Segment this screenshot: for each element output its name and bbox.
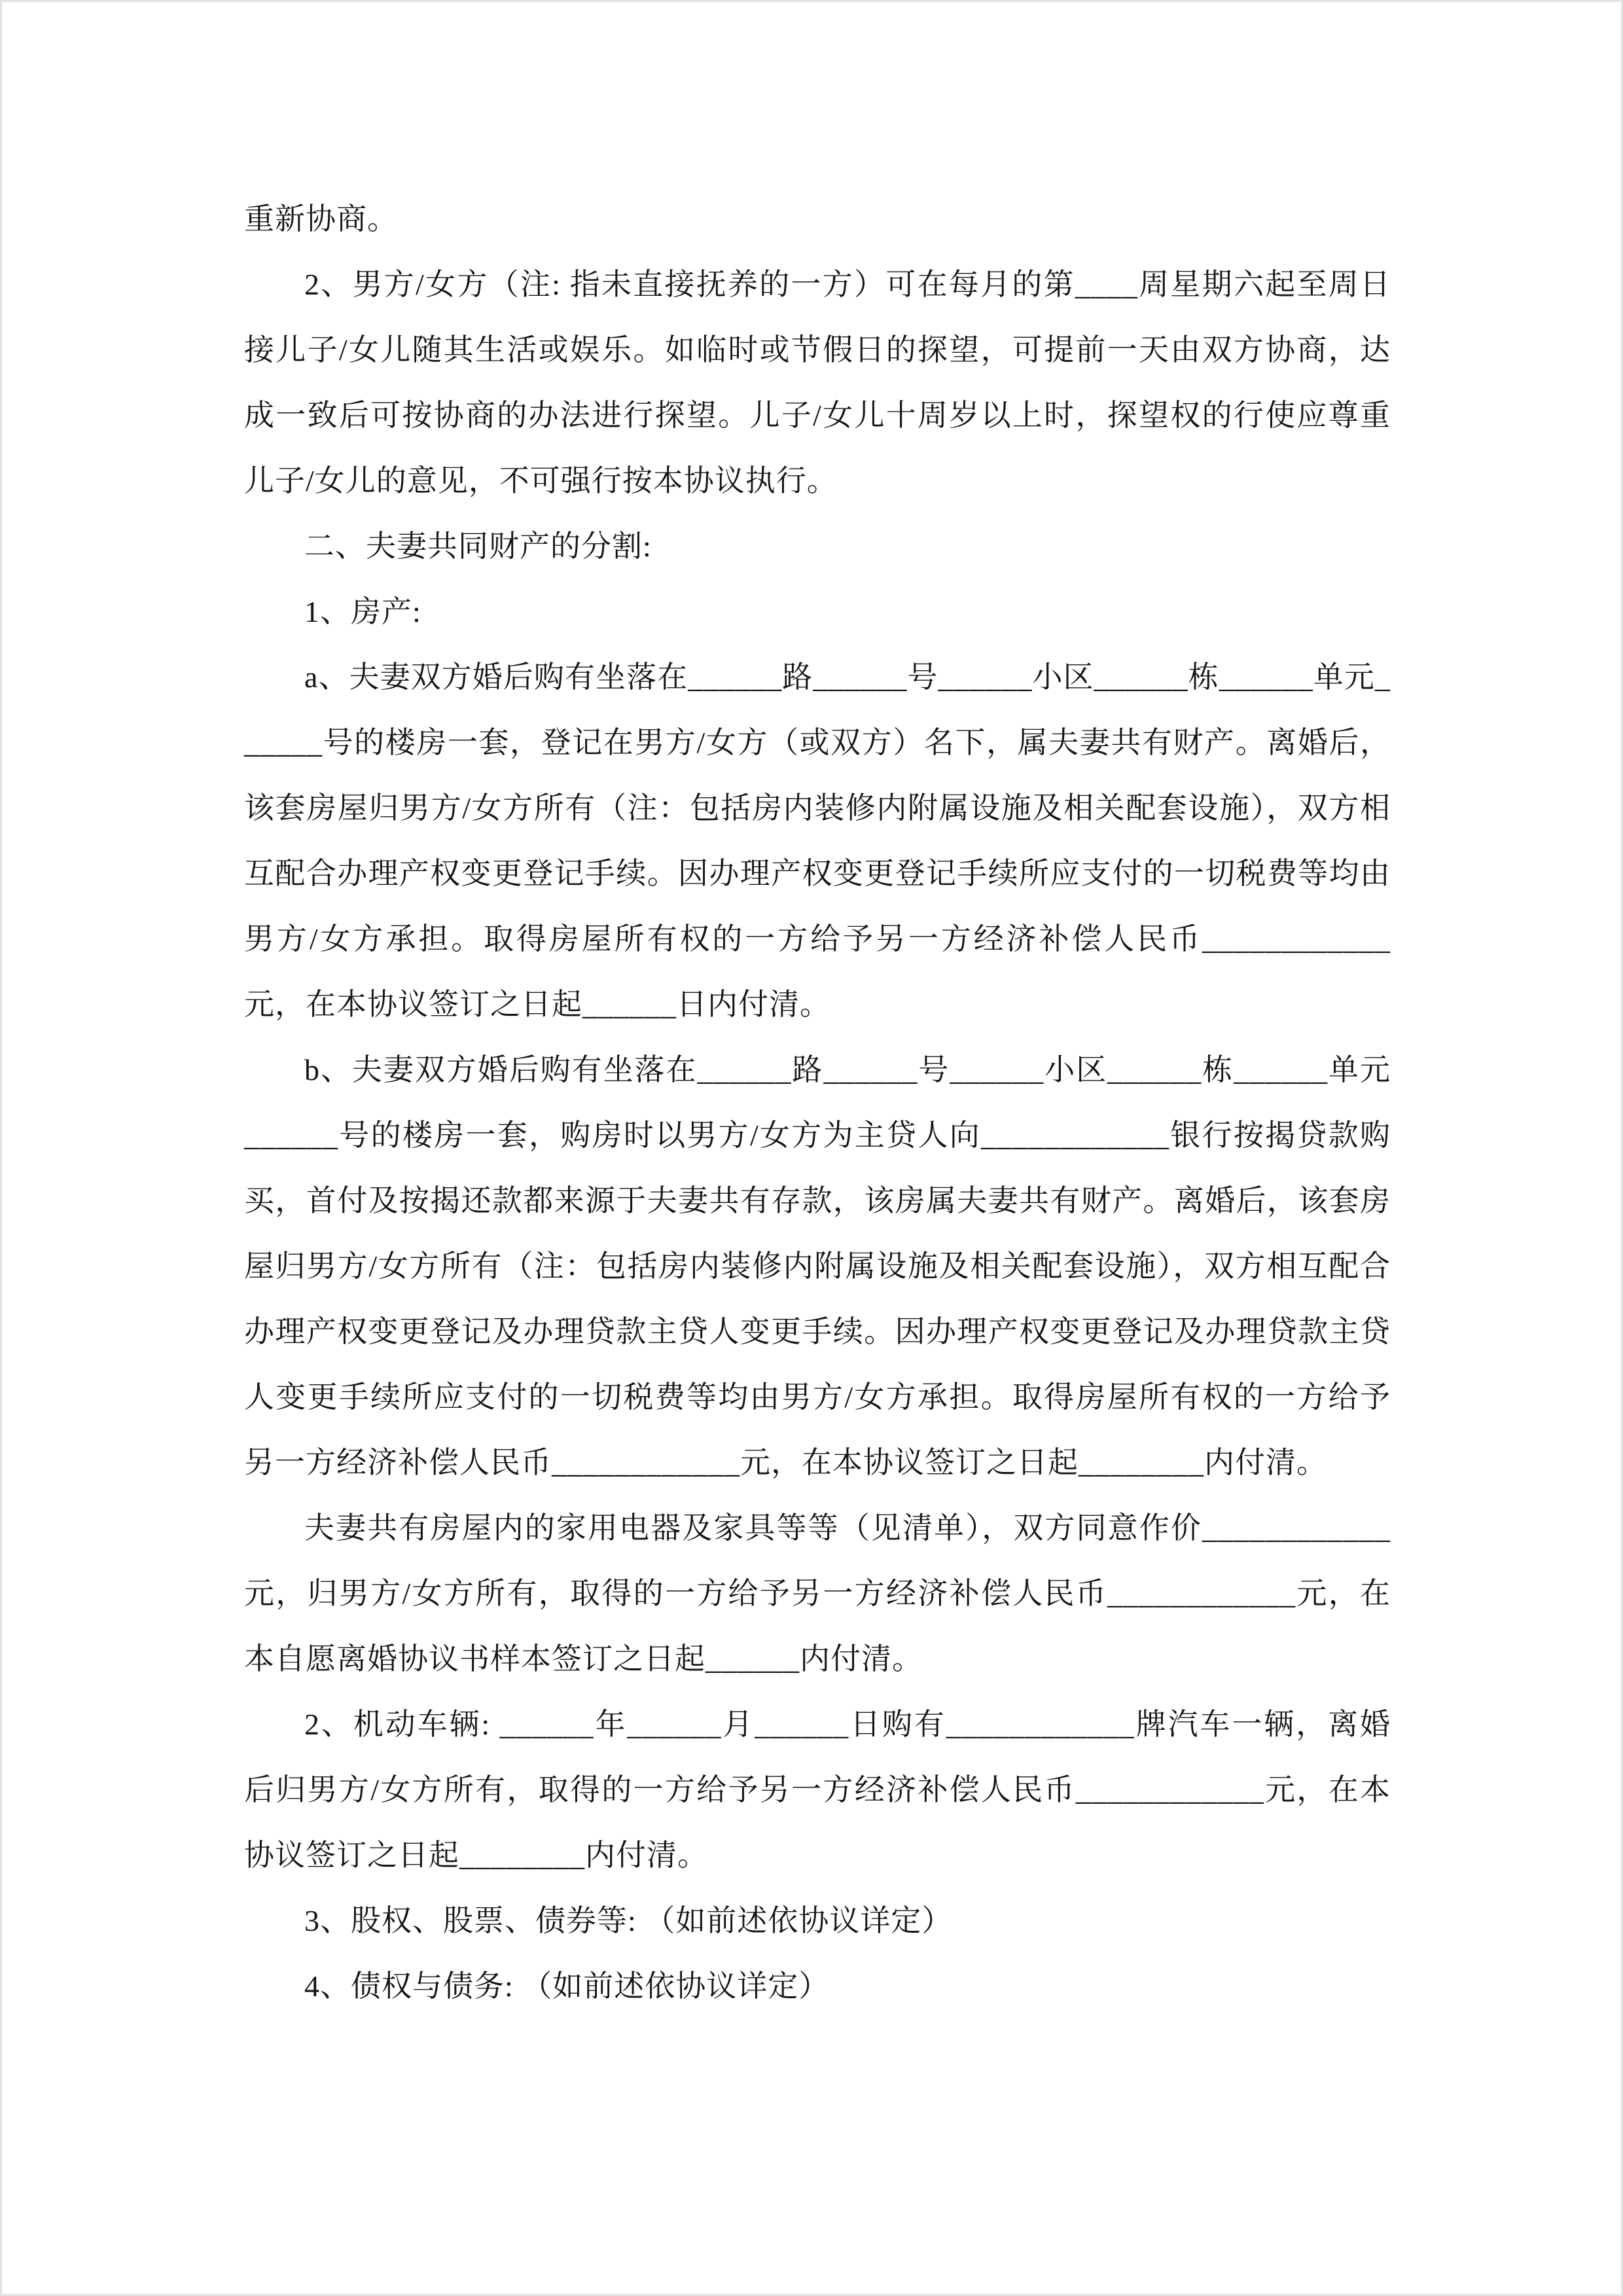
paragraph-stocks-bonds: 3、股权、股票、债券等: （如前述依协议详定）	[304, 1904, 953, 1937]
paragraph-appliances-furniture: 夫妻共有房屋内的家用电器及家具等等（见清单），双方同意作价____________元，归男方/女方所有，取得的一方给予另一方经济补偿人民币____________元，在本自愿离婚协议书样本签订之日起______内付清。	[244, 1511, 1391, 1676]
document-body	[244, 187, 1391, 2019]
paragraph-visitation-clause: 2、男方/女方（注: 指未直接抚养的一方）可在每月的第____周星期六起至周日接儿子/女儿随其生活或娱乐。如临时或节假日的探望，可提前一天由双方协商，达成一致后可按协商的办法进行探望。儿子/女儿十周岁以上时，探望权的行使应尊重儿子/女儿的意见，不可强行按本协议执行。	[244, 268, 1391, 497]
paragraph-house-b: b、夫妻双方婚后购有坐落在______路______号______小区______栋______单元______号的楼房一套，购房时以男方/女方为主贷人向____________银行按揭贷款购买，首付及按揭还款都来源于夫妻共有存款，该房属夫妻共有财产。离婚后，该套房屋归男方/女方所有（注：包括房内装修内附属设施及相关配套设施），双方相互配合办理产权变更登记及办理贷款主贷人变更手续。因办理产权变更登记及办理贷款主贷人变更手续所应支付的一切税费等均由男方/女方承担。取得房屋所有权的一方给予另一方经济补偿人民币____________元，在本协议签订之日起________内付清。	[244, 1053, 1391, 1479]
paragraph-house-a: a、夫妻双方婚后购有坐落在______路______号______小区______栋______单元______号的楼房一套，登记在男方/女方（或双方）名下，属夫妻共有财产。离婚后，该套房屋归男方/女方所有（注：包括房内装修内附属设施及相关配套设施），双方相互配合办理产权变更登记手续。因办理产权变更登记手续所应支付的一切税费等均由男方/女方承担。取得房屋所有权的一方给予另一方经济补偿人民币____________元，在本协议签订之日起______日内付清。	[244, 660, 1391, 1021]
paragraph-continuation: 重新协商。	[244, 202, 398, 236]
subsection-heading-real-estate: 1、房产:	[304, 595, 421, 628]
paragraph-motor-vehicle: 2、机动车辆: ______年______月______日购有____________牌汽车一辆，离婚后归男方/女方所有，取得的一方给予另一方经济补偿人民币____________元，在本协议签订之日起________内付清。	[244, 1708, 1391, 1872]
paragraph-credits-debts: 4、债权与债务: （如前述依协议详定）	[304, 1969, 830, 2003]
section-heading-property-division: 二、夫妻共同财产的分割:	[304, 529, 652, 563]
